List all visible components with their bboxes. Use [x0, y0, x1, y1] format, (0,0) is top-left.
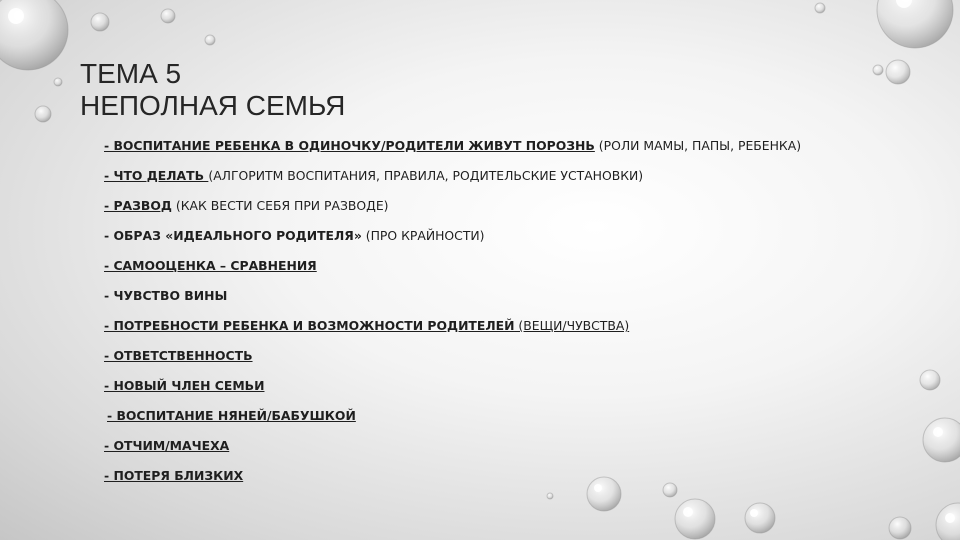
item-main-text: - РАЗВОД: [104, 198, 172, 213]
title-line-topic: ТЕМА 5: [80, 58, 182, 89]
item-main-text: - ОБРАЗ «ИДЕАЛЬНОГО РОДИТЕЛЯ»: [104, 228, 362, 243]
list-item: [104, 401, 801, 431]
item-main-text: - ПОТЕРЯ БЛИЗКИХ: [104, 468, 244, 483]
title-line-subject: НЕПОЛНАЯ СЕМЬЯ: [80, 90, 346, 121]
item-main-text: - ВОСПИТАНИЕ РЕБЕНКА В ОДИНОЧКУ/РОДИТЕЛИ ЖИВУТ ПОРОЗНЬ: [104, 138, 595, 153]
item-main-text: - ВОСПИТАНИЕ НЯНЕЙ/БАБУШКОЙ: [107, 408, 356, 423]
topic-list: [104, 131, 801, 491]
item-note-text: (КАК ВЕСТИ СЕБЯ ПРИ РАЗВОДЕ): [171, 198, 389, 213]
item-main-text: - ЧТО ДЕЛАТЬ: [104, 168, 209, 183]
item-note-text: (АЛГОРИТМ ВОСПИТАНИЯ, ПРАВИЛА, РОДИТЕЛЬСКИЕ УСТАНОВКИ): [208, 168, 644, 183]
item-main-text: - ОТВЕТСТВЕННОСТЬ: [104, 348, 253, 363]
list-item: [104, 131, 801, 161]
item-main-text: - ЧУВСТВО ВИНЫ: [104, 288, 228, 303]
item-main-text: - ОТЧИМ/МАЧЕХА: [104, 438, 230, 453]
list-item: [104, 431, 801, 461]
list-item: [104, 311, 801, 341]
list-item: [104, 281, 801, 311]
item-main-text: - САМООЦЕНКА – СРАВНЕНИЯ: [104, 258, 317, 273]
item-note-text: (ПРО КРАЙНОСТИ): [361, 228, 485, 243]
list-item: [104, 461, 801, 491]
item-note-text: (РОЛИ МАМЫ, ПАПЫ, РЕБЕНКА): [594, 138, 802, 153]
list-item: [104, 371, 801, 401]
list-item: [104, 251, 801, 281]
list-item: [104, 191, 801, 221]
list-item: [104, 341, 801, 371]
slide-title: [80, 58, 345, 122]
item-note-text: (ВЕЩИ/ЧУВСТВА): [514, 318, 630, 333]
list-item: [104, 161, 801, 191]
list-item: [104, 221, 801, 251]
item-main-text: - ПОТРЕБНОСТИ РЕБЕНКА И ВОЗМОЖНОСТИ РОДИТЕЛЕЙ: [104, 318, 515, 333]
item-main-text: - НОВЫЙ ЧЛЕН СЕМЬИ: [104, 378, 265, 393]
